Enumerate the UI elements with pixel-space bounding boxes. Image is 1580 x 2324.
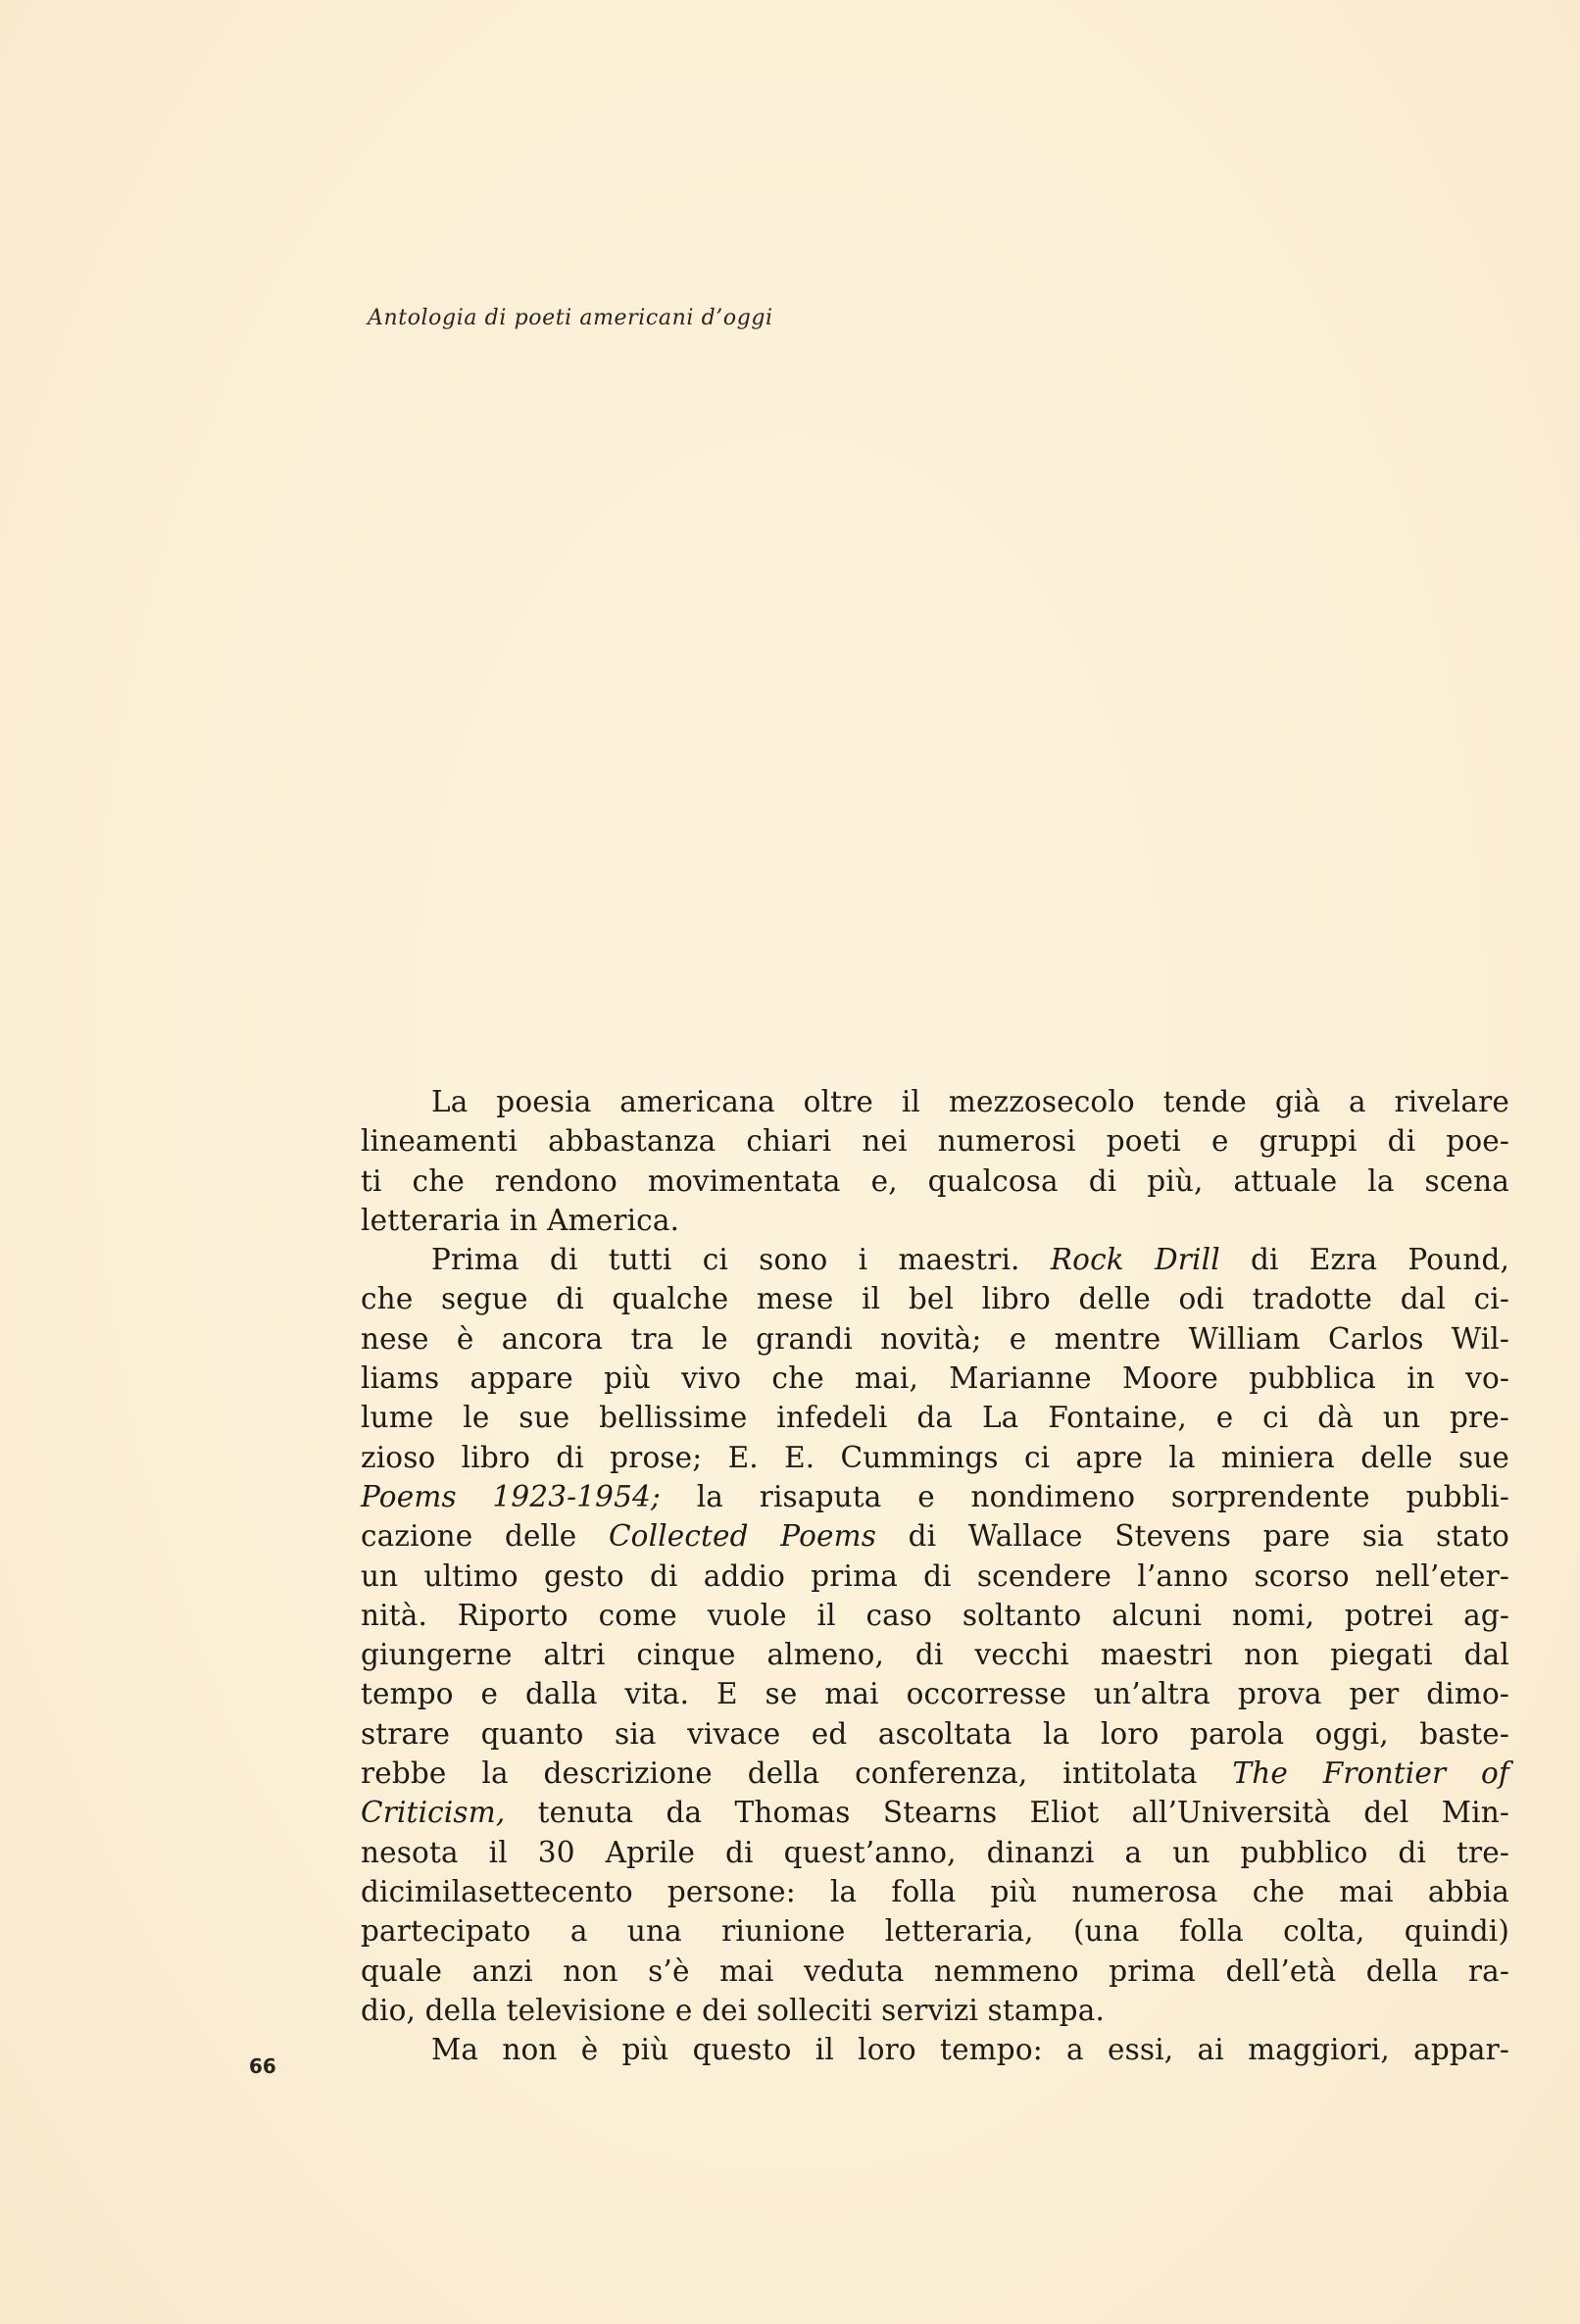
text-segment: la risaputa e nondimeno sorprendente pubbli-: [661, 1479, 1509, 1513]
text-line: [361, 1754, 1509, 1793]
text-line: [361, 1477, 1509, 1516]
text-line: [361, 1872, 1509, 1911]
text-segment: letteraria in America.: [361, 1203, 680, 1237]
text-segment: Prima di tutti ci sono i maestri.: [431, 1243, 1051, 1277]
paragraph: [361, 2030, 1509, 2069]
text-segment: lineamenti abbastanza chiari nei numerosi poeti e gruppi di poe-: [361, 1124, 1509, 1159]
text-line: [361, 1674, 1509, 1713]
text-line: [361, 1319, 1509, 1359]
text-segment: tenuta da Thomas Stearns Eliot all’Università del Min-: [505, 1796, 1509, 1830]
text-segment: nesota il 30 Aprile di quest’anno, dinanzi a un pubblico di tre-: [361, 1835, 1509, 1869]
text-line: [361, 1398, 1509, 1437]
paragraph: [361, 1240, 1509, 2030]
body-text: [361, 1082, 1509, 2069]
text-segment: partecipato a una riunione letteraria, (una folla colta, quindi): [361, 1914, 1509, 1949]
text-line: [361, 1833, 1509, 1872]
text-line: [361, 1121, 1509, 1161]
text-line: [361, 1201, 1509, 1240]
italic-title: Poems 1923-1954;: [361, 1479, 661, 1513]
text-segment: lume le sue bellissime infedeli da La Fontaine, e ci dà un pre-: [361, 1401, 1509, 1435]
text-segment: La poesia americana oltre il mezzosecolo tende già a rivelare: [431, 1085, 1509, 1118]
text-segment: strare quanto sia vivace ed ascoltata la loro parola oggi, baste-: [361, 1716, 1509, 1751]
text-line: [361, 1359, 1509, 1398]
text-line: [361, 2030, 1509, 2069]
text-line: [361, 1793, 1509, 1832]
text-line: [361, 1991, 1509, 2030]
text-segment: tempo e dalla vita. E se mai occorresse un’altra prova per dimo-: [361, 1677, 1509, 1711]
text-line: [361, 1635, 1509, 1674]
text-line: [361, 1596, 1509, 1635]
page-number: 66: [249, 2054, 276, 2078]
italic-title: Criticism,: [361, 1796, 506, 1830]
text-segment: dicimilasettecento persone: la folla più numerosa che mai abbia: [361, 1874, 1509, 1908]
text-line: [361, 1082, 1509, 1121]
text-line: [361, 1162, 1509, 1201]
text-segment: liams appare più vivo che mai, Marianne Moore pubblica in vo-: [361, 1361, 1509, 1396]
text-line: [361, 1279, 1509, 1318]
italic-title: Collected Poems: [608, 1519, 876, 1554]
text-segment: Ma non è più questo il loro tempo: a essi, ai maggiori, appar-: [431, 2033, 1509, 2067]
text-segment: dio, della televisione e dei solleciti servizi stampa.: [361, 1993, 1105, 2027]
text-segment: zioso libro di prose; E. E. Cummings ci apre la miniera delle sue: [361, 1440, 1509, 1474]
text-line: [361, 1240, 1509, 1279]
text-segment: cazione delle: [361, 1519, 609, 1554]
text-segment: rebbe la descrizione della conferenza, intitolata: [361, 1756, 1233, 1791]
text-line: [361, 1911, 1509, 1951]
text-segment: ti che rendono movimentata e, qualcosa di più, attuale la scena: [361, 1163, 1509, 1198]
paragraph: [361, 1082, 1509, 1240]
text-segment: di Wallace Stevens pare sia stato: [876, 1519, 1509, 1554]
italic-title: Rock Drill: [1050, 1243, 1220, 1277]
text-line: [361, 1952, 1509, 1991]
text-segment: di Ezra Pound,: [1219, 1243, 1509, 1277]
text-segment: quale anzi non s’è mai veduta nemmeno prima dell’età della ra-: [361, 1953, 1509, 1988]
text-line: [361, 1438, 1509, 1477]
italic-title: The Frontier of: [1232, 1756, 1509, 1791]
text-line: [361, 1516, 1509, 1556]
text-segment: un ultimo gesto di addio prima di scendere l’anno scorso nell’eter-: [361, 1558, 1509, 1593]
text-line: [361, 1714, 1509, 1754]
text-line: [361, 1557, 1509, 1596]
text-segment: giungerne altri cinque almeno, di vecchi maestri non piegati dal: [361, 1638, 1509, 1672]
text-segment: che segue di qualche mese il bel libro delle odi tradotte dal ci-: [361, 1282, 1509, 1316]
running-head: Antologia di poeti americani d’oggi: [368, 306, 773, 330]
text-segment: nità. Riporto come vuole il caso soltanto alcuni nomi, potrei ag-: [361, 1598, 1509, 1632]
text-segment: nese è ancora tra le grandi novità; e mentre William Carlos Wil-: [361, 1321, 1509, 1356]
